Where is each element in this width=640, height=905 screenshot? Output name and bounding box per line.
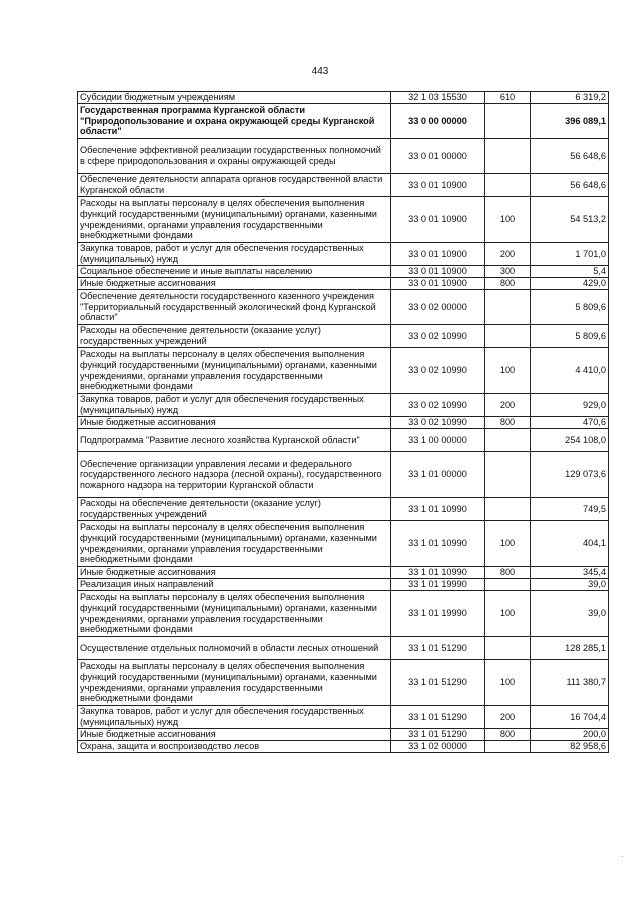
row-amount-cell: 470,6 — [531, 417, 609, 429]
row-code-cell: 33 1 01 51290 — [391, 660, 485, 706]
row-expense-type-cell — [485, 579, 531, 591]
row-code-cell: 33 1 00 00000 — [391, 429, 485, 452]
row-amount-cell: 39,0 — [531, 579, 609, 591]
row-expense-type-cell: 300 — [485, 266, 531, 278]
row-name-cell: Закупка товаров, работ и услуг для обеспечения государственных (муниципальных) нужд — [78, 706, 391, 729]
row-name-cell: Расходы на выплаты персоналу в целях обеспечения выполнения функций государственными (муниципальными) органами, казенными учреждениями, органами управления государственными внебюджетными фондами — [78, 591, 391, 637]
row-amount-cell: 749,5 — [531, 498, 609, 521]
row-code-cell: 33 1 01 51290 — [391, 729, 485, 741]
row-code-cell: 33 1 01 00000 — [391, 452, 485, 498]
table-row — [78, 348, 609, 394]
row-name-cell: Государственная программа Курганской области "Природопользование и охрана окружающей среды Курганской области" — [78, 104, 391, 139]
row-expense-type-cell — [485, 325, 531, 348]
row-expense-type-cell: 100 — [485, 348, 531, 394]
table-row — [78, 567, 609, 579]
row-name-cell: Обеспечение организации управления лесами и федерального государственного лесного надзора (лесной охраны), государственного пожарного надзора на территории Курганской области — [78, 452, 391, 498]
row-expense-type-cell — [485, 637, 531, 660]
row-name-cell: Закупка товаров, работ и услуг для обеспечения государственных (муниципальных) нужд — [78, 243, 391, 266]
row-amount-cell: 129 073,6 — [531, 452, 609, 498]
row-code-cell: 33 0 00 00000 — [391, 104, 485, 139]
budget-table — [77, 91, 609, 753]
row-name-cell: Иные бюджетные ассигнования — [78, 729, 391, 741]
row-name-cell: Закупка товаров, работ и услуг для обеспечения государственных (муниципальных) нужд — [78, 394, 391, 417]
row-code-cell: 33 0 01 10900 — [391, 197, 485, 243]
row-name-cell: Иные бюджетные ассигнования — [78, 278, 391, 290]
row-name-cell: Социальное обеспечение и иные выплаты населению — [78, 266, 391, 278]
table-row — [78, 741, 609, 753]
table-row — [78, 429, 609, 452]
row-expense-type-cell — [485, 452, 531, 498]
row-expense-type-cell: 200 — [485, 706, 531, 729]
table-row — [78, 325, 609, 348]
row-code-cell: 33 0 02 10990 — [391, 348, 485, 394]
row-code-cell: 33 1 01 51290 — [391, 637, 485, 660]
row-amount-cell: 54 513,2 — [531, 197, 609, 243]
row-amount-cell: 4 410,0 — [531, 348, 609, 394]
row-expense-type-cell — [485, 498, 531, 521]
row-code-cell: 33 0 02 00000 — [391, 290, 485, 325]
row-code-cell: 33 1 01 10990 — [391, 567, 485, 579]
table-row — [78, 417, 609, 429]
row-expense-type-cell: 100 — [485, 660, 531, 706]
row-amount-cell: 128 285,1 — [531, 637, 609, 660]
row-name-cell: Субсидии бюджетным учреждениям — [78, 92, 391, 104]
row-expense-type-cell: 100 — [485, 591, 531, 637]
row-expense-type-cell: 200 — [485, 243, 531, 266]
table-row — [78, 394, 609, 417]
row-amount-cell: 5,4 — [531, 266, 609, 278]
row-amount-cell: 5 809,6 — [531, 290, 609, 325]
row-code-cell: 33 0 02 10990 — [391, 325, 485, 348]
table-row — [78, 591, 609, 637]
table-row — [78, 660, 609, 706]
row-name-cell: Расходы на обеспечение деятельности (оказание услуг) государственных учреждений — [78, 325, 391, 348]
page-number: 443 — [311, 66, 329, 77]
row-amount-cell: 56 648,6 — [531, 174, 609, 197]
table-row — [78, 706, 609, 729]
row-name-cell: Расходы на обеспечение деятельности (оказание услуг) государственных учреждений — [78, 498, 391, 521]
row-amount-cell: 429,0 — [531, 278, 609, 290]
row-expense-type-cell: 100 — [485, 197, 531, 243]
row-amount-cell: 16 704,4 — [531, 706, 609, 729]
table-row — [78, 197, 609, 243]
row-code-cell: 33 1 01 10990 — [391, 498, 485, 521]
table-row — [78, 637, 609, 660]
table-row — [78, 521, 609, 567]
row-name-cell: Реализация иных направлений — [78, 579, 391, 591]
row-code-cell: 33 0 02 10990 — [391, 394, 485, 417]
row-code-cell: 33 0 01 10900 — [391, 266, 485, 278]
budget-table-body — [78, 92, 609, 753]
row-name-cell: Охрана, защита и воспроизводство лесов — [78, 741, 391, 753]
row-code-cell: 33 0 01 10900 — [391, 243, 485, 266]
row-amount-cell: 396 089,1 — [531, 104, 609, 139]
row-expense-type-cell — [485, 174, 531, 197]
row-expense-type-cell: 610 — [485, 92, 531, 104]
table-row — [78, 266, 609, 278]
row-code-cell: 33 0 02 10990 — [391, 417, 485, 429]
row-code-cell: 33 1 01 51290 — [391, 706, 485, 729]
row-expense-type-cell: 800 — [485, 278, 531, 290]
row-code-cell: 32 1 03 15530 — [391, 92, 485, 104]
table-row — [78, 579, 609, 591]
row-code-cell: 33 0 01 10900 — [391, 278, 485, 290]
table-row — [78, 290, 609, 325]
table-row — [78, 278, 609, 290]
table-row — [78, 243, 609, 266]
row-expense-type-cell: 800 — [485, 417, 531, 429]
row-code-cell: 33 1 02 00000 — [391, 741, 485, 753]
row-expense-type-cell — [485, 290, 531, 325]
table-row — [78, 174, 609, 197]
row-expense-type-cell — [485, 139, 531, 174]
row-amount-cell: 929,0 — [531, 394, 609, 417]
row-amount-cell: 345,4 — [531, 567, 609, 579]
row-name-cell: Расходы на выплаты персоналу в целях обеспечения выполнения функций государственными (муниципальными) органами, казенными учреждениями, органами управления государственными внебюджетными фондами — [78, 660, 391, 706]
row-amount-cell: 111 380,7 — [531, 660, 609, 706]
table-row — [78, 452, 609, 498]
row-name-cell: Подпрограмма "Развитие лесного хозяйства Курганской области" — [78, 429, 391, 452]
row-name-cell: Иные бюджетные ассигнования — [78, 417, 391, 429]
row-name-cell: Осуществление отдельных полномочий в области лесных отношений — [78, 637, 391, 660]
row-code-cell: 33 1 01 10990 — [391, 521, 485, 567]
row-expense-type-cell — [485, 104, 531, 139]
row-amount-cell: 254 108,0 — [531, 429, 609, 452]
row-amount-cell: 1 701,0 — [531, 243, 609, 266]
table-row — [78, 92, 609, 104]
row-name-cell: Обеспечение деятельности аппарата органов государственной власти Курганской области — [78, 174, 391, 197]
table-row — [78, 104, 609, 139]
row-name-cell: Расходы на выплаты персоналу в целях обеспечения выполнения функций государственными (муниципальными) органами, казенными учреждениями, органами управления государственными внебюджетными фондами — [78, 197, 391, 243]
row-code-cell: 33 0 01 10900 — [391, 174, 485, 197]
row-name-cell: Расходы на выплаты персоналу в целях обеспечения выполнения функций государственными (муниципальными) органами, казенными учреждениями, органами управления государственными внебюджетными фондами — [78, 521, 391, 567]
table-row — [78, 729, 609, 741]
row-amount-cell: 200,0 — [531, 729, 609, 741]
row-amount-cell: 39,0 — [531, 591, 609, 637]
row-amount-cell: 82 958,6 — [531, 741, 609, 753]
row-expense-type-cell: 800 — [485, 567, 531, 579]
table-row — [78, 139, 609, 174]
row-name-cell: Расходы на выплаты персоналу в целях обеспечения выполнения функций государственными (муниципальными) органами, казенными учреждениями, органами управления государственными внебюджетными фондами — [78, 348, 391, 394]
scan-speck: · — [621, 852, 624, 861]
row-code-cell: 33 0 01 00000 — [391, 139, 485, 174]
row-expense-type-cell — [485, 429, 531, 452]
table-row — [78, 498, 609, 521]
row-amount-cell: 56 648,6 — [531, 139, 609, 174]
row-amount-cell: 404,1 — [531, 521, 609, 567]
row-expense-type-cell: 100 — [485, 521, 531, 567]
row-expense-type-cell: 800 — [485, 729, 531, 741]
row-amount-cell: 6 319,2 — [531, 92, 609, 104]
row-expense-type-cell — [485, 741, 531, 753]
row-name-cell: Обеспечение эффективной реализации государственных полномочий в сфере природопользования и охраны окружающей среды — [78, 139, 391, 174]
row-code-cell: 33 1 01 19990 — [391, 579, 485, 591]
row-name-cell: Обеспечение деятельности государственного казенного учреждения "Территориальный государственный экологический фонд Курганской области" — [78, 290, 391, 325]
row-code-cell: 33 1 01 19990 — [391, 591, 485, 637]
row-amount-cell: 5 809,6 — [531, 325, 609, 348]
row-expense-type-cell: 200 — [485, 394, 531, 417]
row-name-cell: Иные бюджетные ассигнования — [78, 567, 391, 579]
